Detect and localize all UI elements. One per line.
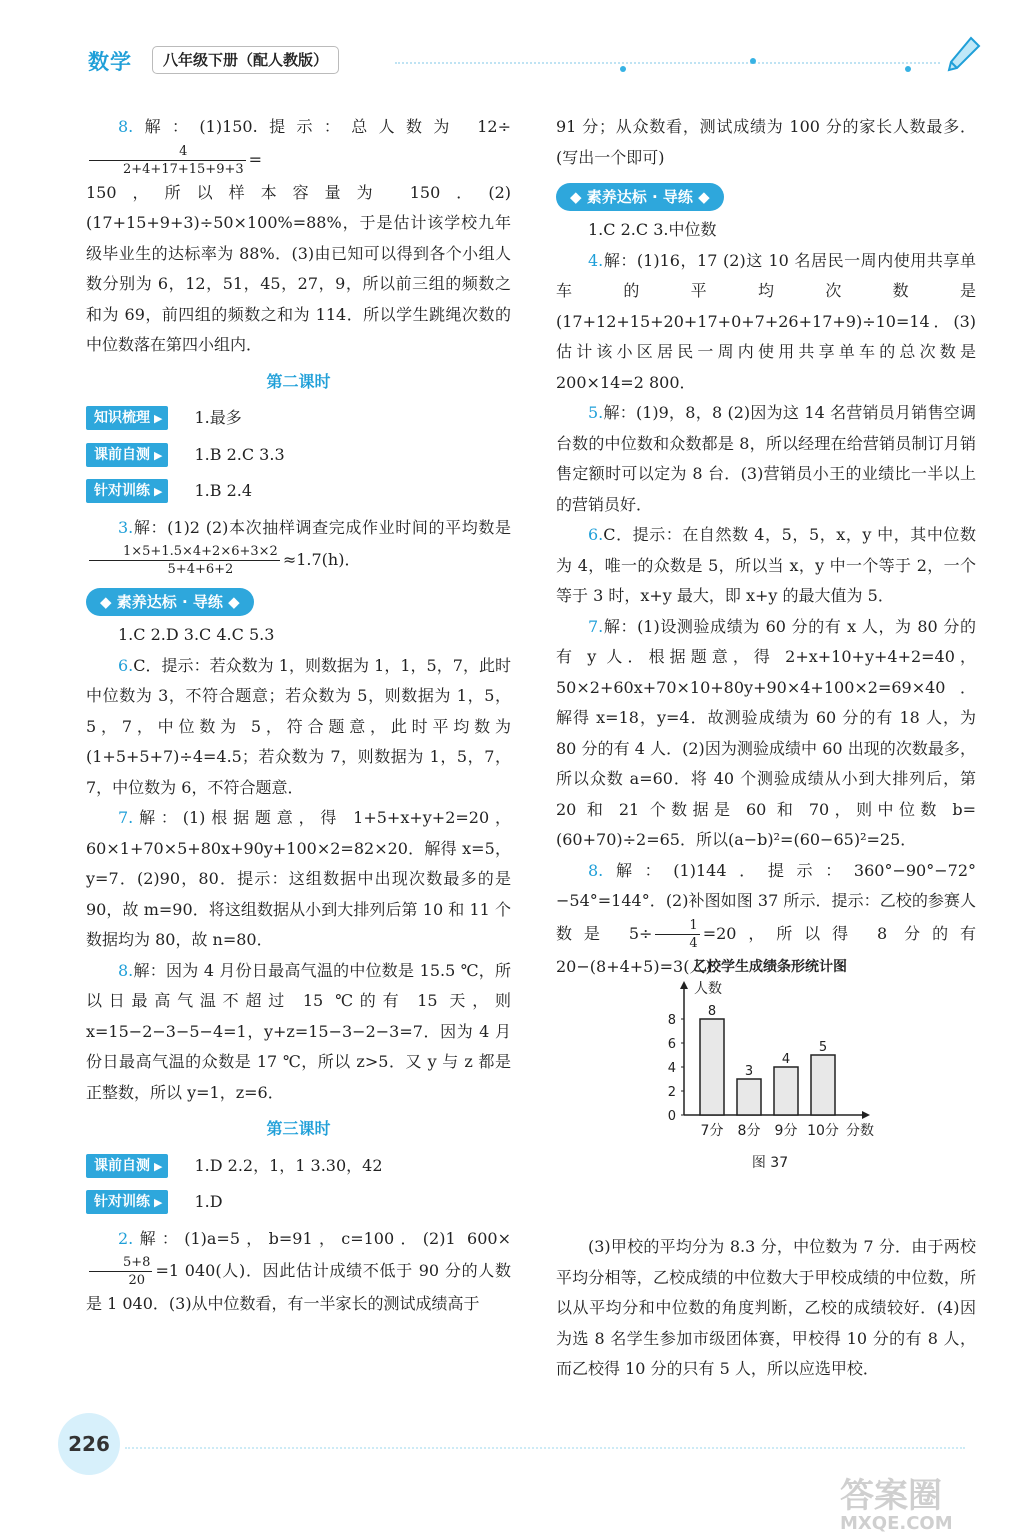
bar-value-label: 5 xyxy=(818,1040,828,1055)
left-column xyxy=(86,112,511,1320)
y-tick-label: 2 xyxy=(667,1085,676,1100)
section-title-2: 第二课时 xyxy=(266,371,331,391)
tag-answers: 1.最多 xyxy=(194,408,242,427)
y-axis-arrow xyxy=(680,981,688,989)
tag-answers: 1.D 2.2，1，1 3.30，42 xyxy=(194,1155,383,1175)
page-number: 226 xyxy=(58,1413,120,1475)
header-dot xyxy=(750,58,756,64)
bar-value-label: 3 xyxy=(744,1064,754,1079)
header-dot xyxy=(905,66,911,72)
tag-training: 针对训练 ▶ xyxy=(86,1190,168,1214)
tag-answers: 1.B 2.4 xyxy=(194,481,253,500)
answer-8b: 8.解：因为 4 月份日最高气温的中位数是 15.5 ℃，所以日最高气温不超过 15 ℃的有 15 天，则 x=15−2−3−5−4=1，y+z=15−3−2−3=7．因为 4 月份日最高气温的众数是 17 ℃，所以 z>5．又 y 与 z 都是正整数，所以 y=1，z=6． xyxy=(86,960,511,1102)
x-tick-label: 9分 xyxy=(774,1123,798,1139)
x-tick-label: 7分 xyxy=(700,1123,724,1139)
answer-8: 8.解：(1)150.提示：总人数为 12÷ $\frac{4}{2+4+17+15+9+3}$ = xyxy=(86,112,511,178)
bar xyxy=(700,1019,724,1115)
answer-4: 4.解：(1)16，17 (2)这 10 名居民一周内使用共享单车的平均次数是(17+12+15+20+17+0+7+26+17+9)÷10=14．(3)估计该小区居民一周内使用共享单车的总次数是 200×14=2 800． xyxy=(556,250,976,392)
literacy-banner: ◆ 素养达标 · 导练 ◆ xyxy=(556,183,724,211)
bar xyxy=(737,1079,761,1115)
header-dot xyxy=(620,66,626,72)
subject-title: 数学 xyxy=(88,50,132,74)
quick-answers: 1.C 2.D 3.C 4.C 5.3 xyxy=(118,625,275,644)
x-axis-arrow xyxy=(862,1111,870,1119)
bar xyxy=(811,1055,835,1115)
tag-row xyxy=(86,1151,511,1182)
bar-value-label: 8 xyxy=(707,1004,717,1019)
x-tick-label: 8分 xyxy=(737,1123,761,1139)
tag-answers: 1.D xyxy=(194,1192,223,1211)
answer-6: 6.C．提示：在自然数 4，5，5，x，y 中，其中位数为 4，唯一的众数是 5，所以当 x，y 中一个等于 2，一个等于 3 时，x+y 最大，即 x+y 的最大值为 5． xyxy=(556,525,976,605)
footer-rule xyxy=(125,1447,965,1449)
y-tick-label: 8 xyxy=(667,1013,676,1028)
answer-7: 7.解：(1)根据题意，得 1+5+x+y+2=20，60×1+70×5+80x+90y+100×2=82×20．解得 x=5，y=7．(2)90，80．提示：这组数据中出现次数最多的是 90，故 m=90．将这组数据从小到大排列后第 10 和 11 个数据均为 80，故 n=80． xyxy=(86,808,511,949)
book-title: 八年级下册（配人教版） xyxy=(152,46,339,74)
bar xyxy=(774,1067,798,1115)
x-axis-label: 分数 xyxy=(846,1123,874,1139)
pen-icon xyxy=(945,36,981,76)
header-rule xyxy=(395,62,940,64)
chart-title: 乙校学生成绩条形统计图 xyxy=(693,959,847,975)
y-axis-label: 人数 xyxy=(694,981,722,997)
tag-row xyxy=(86,1187,511,1218)
answer-8-continued: (3)甲校的平均分为 8.3 分，中位数为 7 分．由于两校平均分相等，乙校成绩的中位数大于甲校成绩的中位数，所以从平均分和中位数的角度判断，乙校的成绩较好．(4)因为选 8 名学生参加市级团体赛，甲校得 10 分的有 8 人，而乙校得 10 分的只有 5 人，所以应选甲校． xyxy=(556,1237,976,1378)
tag-training: 针对训练 ▶ xyxy=(86,479,168,503)
answer-6: 6.C．提示：若众数为 1，则数据为 1，1，5，7，此时中位数为 3，不符合题意；若众数为 5，则数据为 1，5，5，7，中位数为 5，符合题意，此时平均数为(1+5+5+7)÷4=4.5；若众数为 7，则数据为 1，5，7，7，中位数为 6，不符合题意． xyxy=(86,655,511,797)
y-tick-label: 4 xyxy=(667,1061,676,1076)
watermark-logo xyxy=(840,1478,953,1534)
tag-row xyxy=(86,476,511,507)
fraction: $\frac{4}{2+4+17+15+9+3}$ xyxy=(89,143,246,178)
figure-caption: 图 37 xyxy=(751,1155,789,1171)
y-tick-label: 6 xyxy=(667,1037,676,1052)
fraction: $\frac{5+8}{20}$ xyxy=(89,1254,152,1289)
tag-pretest: 课前自测 ▶ xyxy=(86,443,168,467)
fraction: $\frac{1\times 5+1.5\times 4+2\times 6+3\times 2}{5+4+6+2}$ xyxy=(89,543,280,578)
tag-row xyxy=(86,403,511,434)
answer-8: 8.解：(1)144．提示：360°−90°−72°−54°=144°．(2)补图如图 37 所示．提示：乙校的参赛人数是 5÷ $\frac{1}{4}$ =20，所以得 8 分的有 20−(8+4+5)=3(人)． xyxy=(556,860,976,976)
answer-2: 2.解：(1)a=5，b=91，c=100．(2)1 600× $\frac{5+8}{20}$ =1 040(人)．因此估计成绩不低于 90 分的人数是 1 040．(3)从中位数看，有一半家长的测试成绩高于 xyxy=(86,1228,511,1313)
watermark-line2: MXQE.COM xyxy=(840,1513,953,1534)
tag-row xyxy=(86,440,511,471)
literacy-banner: ◆ 素养达标 · 导练 ◆ xyxy=(86,588,254,616)
answer-8-rest: 150，所以样本容量为 150．(2)(17+15+9+3)÷50×100%=88%，于是估计该学校九年级毕业生的达标率为 88%．(3)由已知可以得到各个小组人数分别为 6，12，51，45，27，9，所以前三组的频数之和为 69，前四组的频数之和为 114．所以学生跳绳次数的中位数落在第四小组内． xyxy=(86,182,511,354)
answer-3: 3.解：(1)2 (2)本次抽样调查完成作业时间的平均数是 $\frac{1\times 5+1.5\times 4+2\times 6+3\times 2}{5+4+6+2}$ ≈1.7(h)． xyxy=(86,513,511,579)
bar-value-label: 4 xyxy=(781,1052,791,1067)
section-title-3: 第三课时 xyxy=(266,1119,331,1138)
tag-knowledge: 知识梳理 ▶ xyxy=(86,406,168,430)
x-tick-label: 10分 xyxy=(807,1123,839,1139)
fraction: $\frac{1}{4}$ xyxy=(655,917,699,952)
bar-chart xyxy=(650,955,890,1175)
tag-pretest: 课前自测 ▶ xyxy=(86,1154,168,1178)
watermark-line1: 答案圈 xyxy=(840,1476,942,1516)
quick-answers: 1.C 2.C 3.中位数 xyxy=(588,220,717,239)
right-column xyxy=(556,112,976,1385)
answer-5: 5.解：(1)9，8，8 (2)因为这 14 名营销员月销售空调台数的中位数和众数都是 8，所以经理在给营销员制订月销售定额时可以定为 8 台．(3)营销员小王的业绩比一半以上的营销员好． xyxy=(556,403,976,514)
tag-answers: 1.B 2.C 3.3 xyxy=(194,444,285,464)
y-tick-label: 0 xyxy=(667,1109,676,1124)
answer-continued: 91 分；从众数看，测试成绩为 100 分的家长人数最多．(写出一个即可) xyxy=(556,117,976,167)
answer-7: 7.解：(1)设测验成绩为 60 分的有 x 人，为 80 分的有 y 人．根据题意，得 2+x+10+y+4+2=40，50×2+60x+70×10+80y+90×4+100×2=69×40．解得 x=18，y=4．故测验成绩为 60 分的有 18 人，为 80 分的有 4 人．(2)因为测验成绩中 60 出现的次数最多，所以众数 a=60．将 40 个测验成绩从小到大排列后，第 20 和 21 个数据是 60 和 70，则中位数 b=(60+70)÷2=65．所以(a−b)²=(60−65)²=25． xyxy=(556,616,976,849)
